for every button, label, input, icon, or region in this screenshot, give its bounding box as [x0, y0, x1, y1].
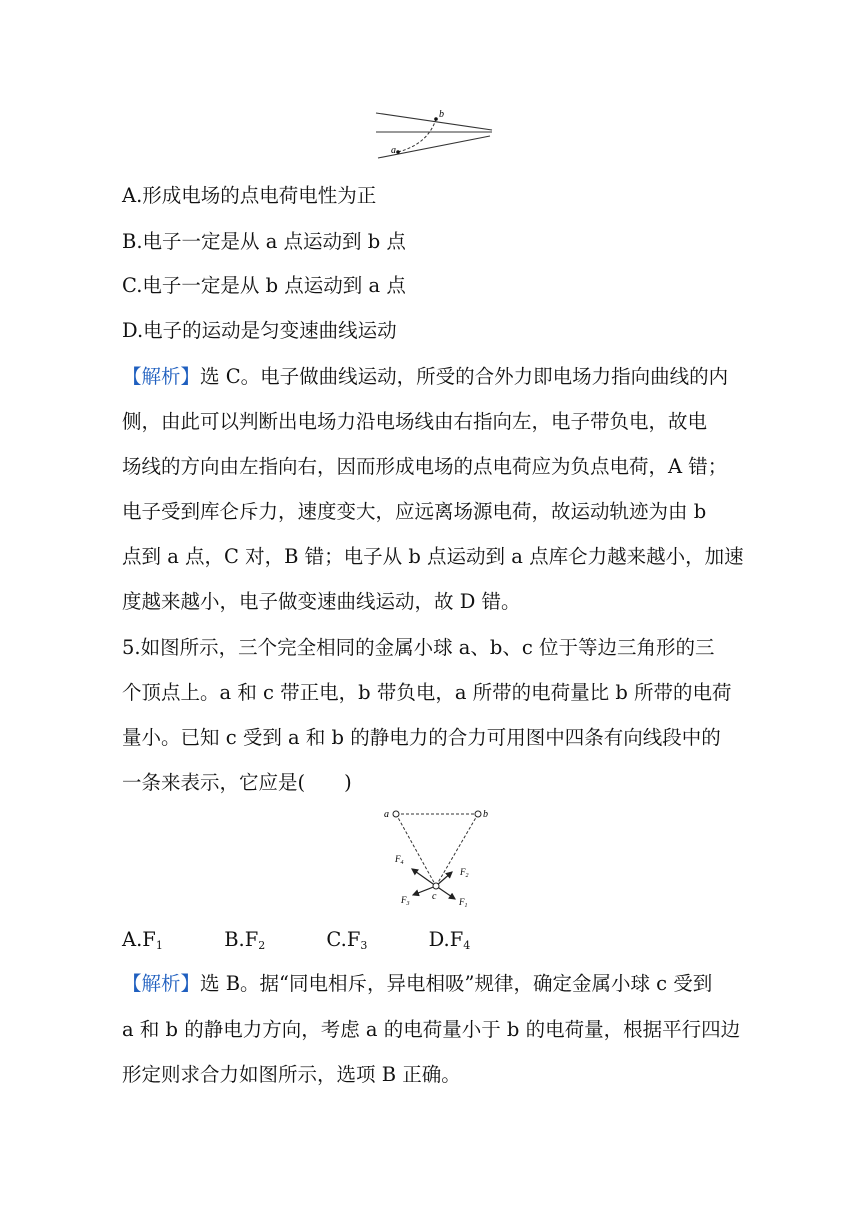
label-f2: $F_2$	[460, 867, 469, 879]
field-line-upper	[376, 113, 492, 130]
point-a	[396, 150, 400, 154]
label-a: a	[391, 145, 396, 156]
triangle-force-figure	[375, 802, 500, 910]
vector-f4	[412, 869, 436, 886]
label-c: c	[432, 891, 437, 902]
q4-analysis-line-4: 电子受到库仑斥力，速度变大，应远离场源电荷，故运动轨迹为由 b	[122, 500, 707, 523]
analysis-tag: 【解析】	[122, 972, 201, 995]
trajectory-curve	[398, 119, 436, 152]
ball-b	[475, 811, 481, 817]
q4-option-a: A.形成电场的点电荷电性为正	[122, 184, 377, 207]
q5-options	[122, 928, 470, 958]
field-line-figure	[370, 106, 500, 164]
side-bc	[436, 814, 478, 886]
q4-option-d: D.电子的运动是匀变速曲线运动	[122, 319, 397, 342]
analysis-text: 选 B。据“同电相斥，异电相吸”规律，确定金属小球 c 受到	[200, 972, 713, 995]
q4-analysis-line-2: 侧，由此可以判断出电场力沿电场线由右指向左，电子带负电，故电	[122, 410, 708, 433]
q5-question-line-4: 一条来表示，它应是( )	[122, 771, 352, 794]
q5-option-a: $A.F_1$	[122, 928, 163, 952]
q5-analysis-line-3: 形定则求合力如图所示，选项 B 正确。	[122, 1063, 461, 1086]
q5-option-c: $C.F_3$	[326, 928, 368, 952]
label-f1: $F_1$	[459, 897, 468, 909]
label-a: a	[384, 809, 389, 820]
q5-analysis-line-1	[122, 972, 742, 996]
q5-analysis-line-2: a 和 b 的静电力方向，考虑 a 的电荷量小于 b 的电荷量，根据平行四边	[122, 1018, 741, 1041]
ball-a	[393, 811, 399, 817]
q4-option-b: B.电子一定是从 a 点运动到 b 点	[122, 230, 406, 253]
q5-question-line-3: 量小。已知 c 受到 a 和 b 的静电力的合力可用图中四条有向线段中的	[122, 726, 721, 749]
side-ac	[396, 814, 436, 886]
ball-c	[433, 883, 439, 889]
point-b	[434, 117, 438, 121]
q4-analysis-line-1	[122, 365, 742, 389]
q5-question-line-1: 5.如图所示，三个完全相同的金属小球 a、b、c 位于等边三角形的三	[122, 636, 715, 659]
label-f3: $F_3$	[401, 895, 410, 907]
q4-analysis-line-3: 场线的方向由左指向右，因而形成电场的点电荷应为负点电荷，A 错；	[122, 455, 728, 478]
q5-option-b: $B.F_2$	[224, 928, 266, 952]
q5-option-d: $D.F_4$	[428, 928, 471, 952]
q4-analysis-line-5: 点到 a 点，C 对，B 错；电子从 b 点运动到 a 点库仑力越来越小，加速	[122, 545, 744, 568]
q4-option-c: C.电子一定是从 b 点运动到 a 点	[122, 274, 406, 297]
label-b: b	[439, 109, 444, 120]
q4-analysis-line-6: 度越来越小，电子做变速曲线运动，故 D 错。	[122, 590, 521, 613]
analysis-tag: 【解析】	[122, 365, 201, 388]
label-f4: $F_4$	[395, 854, 404, 866]
q5-question-line-2: 个顶点上。a 和 c 带正电，b 带负电，a 所带的电荷量比 b 所带的电荷	[122, 681, 732, 704]
analysis-text: 选 C。电子做曲线运动，所受的合外力即电场力指向曲线的内	[200, 365, 729, 388]
label-b: b	[483, 809, 488, 820]
